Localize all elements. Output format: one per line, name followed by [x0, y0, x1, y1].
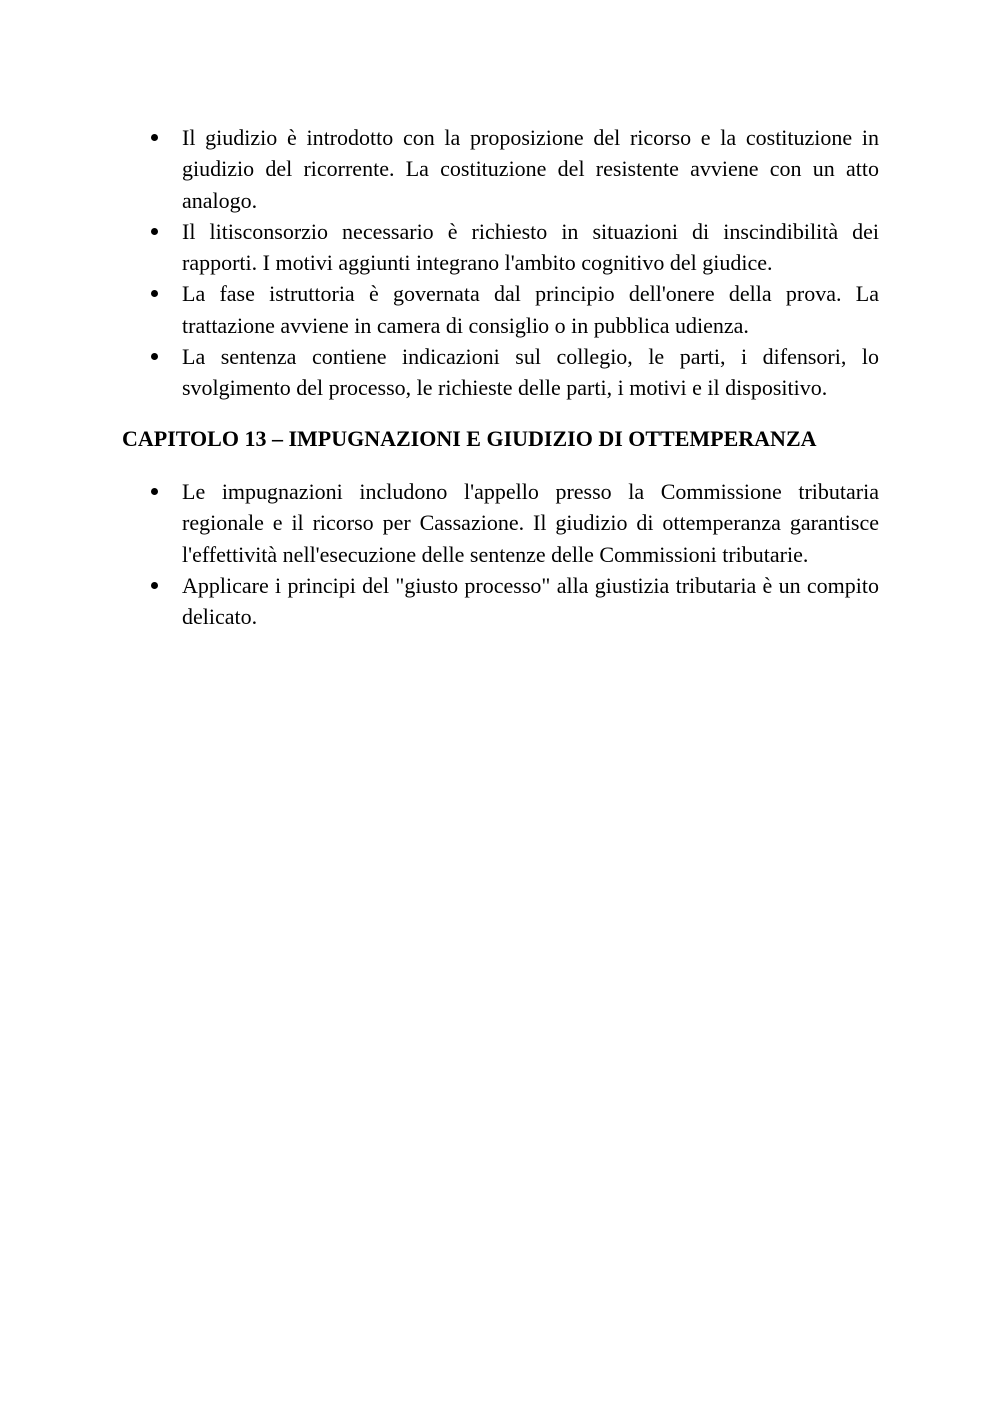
- list-item-text: Il giudizio è introdotto con la proposizione del ricorso e la costituzione in giudizio del ricorrente. La costituzione del resistente avviene con un atto analogo.: [182, 125, 879, 213]
- list-item: [122, 216, 879, 279]
- bullet-icon: [151, 228, 158, 235]
- bullet-list: [122, 122, 879, 404]
- list-item: [122, 278, 879, 341]
- list-item: [122, 570, 879, 633]
- list-item-text: Il litisconsorzio necessario è richiesto in situazioni di inscindibilità dei rapporti. I motivi aggiunti integrano l'ambito cognitivo del giudice.: [182, 218, 879, 276]
- list-item: [122, 476, 879, 570]
- list-item-text: Le impugnazioni includono l'appello presso la Commissione tributaria regionale e il ricorso per Cassazione. Il giudizio di ottemperanza garantisce l'effettività nell'esecuzione delle sentenze delle Commissioni tributarie.: [182, 479, 879, 567]
- bullet-section-previous-chapter: [122, 122, 879, 404]
- list-item: [122, 122, 879, 216]
- bullet-icon: [151, 353, 158, 360]
- bullet-icon: [151, 488, 158, 495]
- bullet-section-chapter-13: [122, 476, 879, 632]
- list-item-text: Applicare i principi del "giusto processo" alla giustizia tributaria è un compito delicato.: [182, 572, 879, 630]
- list-item-text: La fase istruttoria è governata dal principio dell'onere della prova. La trattazione avviene in camera di consiglio o in pubblica udienza.: [182, 281, 879, 338]
- list-item-text: La sentenza contiene indicazioni sul collegio, le parti, i difensori, lo svolgimento del processo, le richieste delle parti, i motivi e il dispositivo.: [182, 344, 879, 401]
- bullet-icon: [151, 582, 158, 589]
- chapter-heading: CAPITOLO 13 – IMPUGNAZIONI E GIUDIZIO DI OTTEMPERANZA: [122, 426, 817, 451]
- bullet-icon: [151, 134, 158, 141]
- bullet-icon: [151, 290, 158, 297]
- list-item: [122, 341, 879, 404]
- bullet-list: [122, 476, 879, 632]
